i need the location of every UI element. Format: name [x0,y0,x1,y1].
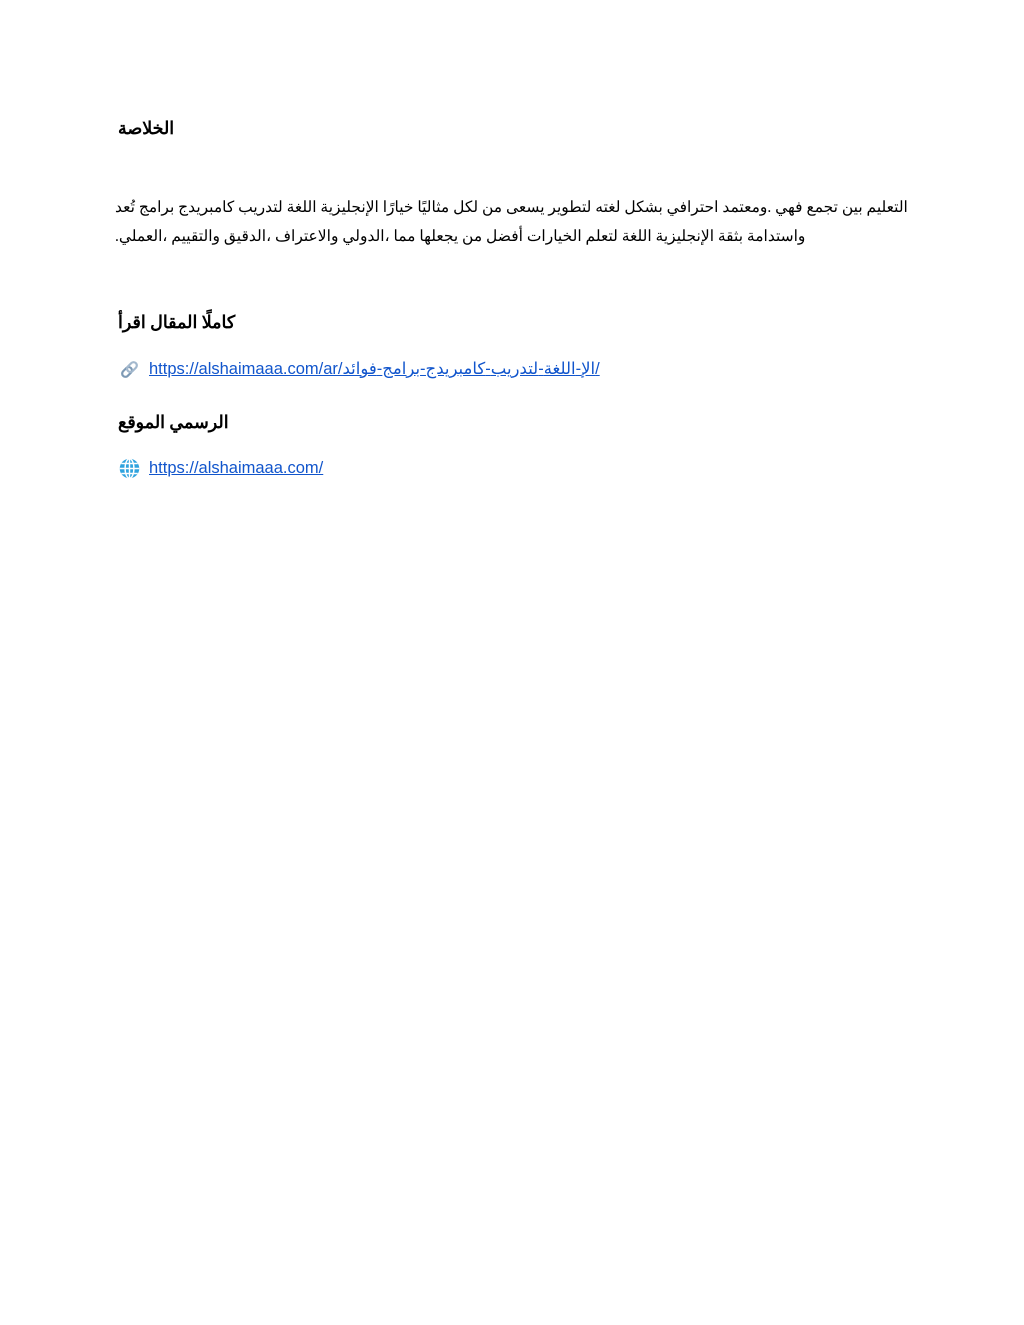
official-site-heading: الموقع‎ الرسمي [118,412,229,432]
read-full-article-heading: اقرأ‎ المقال‎ كاملًا [118,312,236,332]
summary-paragraph-line-1: تُعد‎ برامج‎ كامبريدج‎ لتدريب‎ اللغة‎ الإنجليزية‎ خيارًا‎ مثاليًا‎ لكل‎ من‎ يسعى‎ لتطوير‎ لغته‎ بشكل‎ احترافي‎ ومعتمد.‎ فهي‎ تجمع‎ بين‎ التعليم [115,199,908,216]
article-link-row [118,356,600,382]
link-chain-icon [118,358,141,381]
summary-paragraph-line-2: .العملي،‎ والتقييم‎ الدقيق،‎ والاعتراف‎ الدولي،‎ مما‎ يجعلها‎ من‎ أفضل‎ الخيارات‎ لتعلم‎ اللغة‎ الإنجليزية‎ بثقة‎ واستدامة [115,228,806,245]
site-link-row [118,455,323,481]
summary-heading: الخلاصة [118,118,175,138]
summary-paragraph [115,193,908,251]
globe-icon [118,457,141,480]
official-site-url-link[interactable]: https://alshaimaaa.com/ [149,458,324,477]
article-url-link[interactable]: https://alshaimaaa.com/ar/فوائد‎-برامج‎-كامبريدج‎-لتدريب‎-اللغة‎-الإ‎/ [149,360,600,378]
